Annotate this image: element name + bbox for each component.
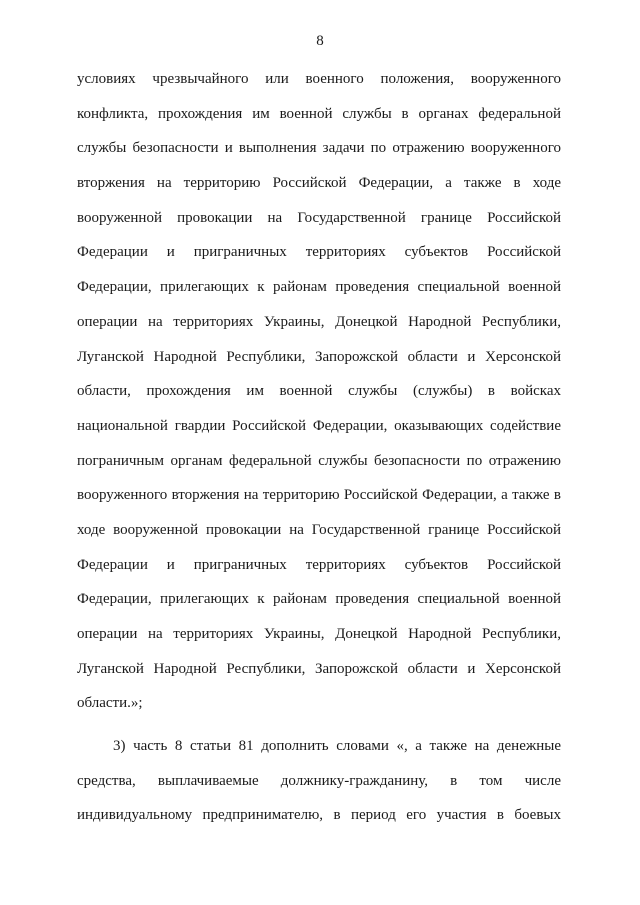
- text-line: Федерации, прилегающих к районам проведения специальной военной: [77, 279, 561, 296]
- text-line: Федерации и приграничных территориях субъектов Российской: [77, 556, 561, 573]
- text-line: области, прохождения им военной службы (службы) в войсках: [77, 383, 561, 400]
- text-line: пограничным органам федеральной службы безопасности по отражению: [77, 452, 561, 469]
- text-line: Луганской Народной Республики, Запорожской области и Херсонской: [77, 660, 561, 677]
- document-body: [77, 62, 561, 833]
- text-line: области.»;: [77, 695, 143, 712]
- paragraph-1: [77, 62, 561, 721]
- text-line: национальной гвардии Российской Федерации, оказывающих содействие: [77, 417, 561, 434]
- text-line: Луганской Народной Республики, Запорожской области и Херсонской: [77, 348, 561, 365]
- paragraph-gap: [77, 721, 561, 729]
- text-line: Федерации, прилегающих к районам проведения специальной военной: [77, 591, 561, 608]
- text-line: индивидуальному предпринимателю, в период его участия в боевых: [77, 807, 561, 824]
- text-line: вторжения на территорию Российской Федерации, а также в ходе: [77, 175, 561, 192]
- text-line: средства, выплачиваемые должнику-гражданину, в том числе: [77, 772, 561, 789]
- text-line: 3) часть 8 статьи 81 дополнить словами «, а также на денежные: [113, 738, 561, 755]
- page-number: 8: [316, 33, 324, 49]
- text-line: конфликта, прохождения им военной службы в органах федеральной: [77, 105, 561, 122]
- text-line: операции на территориях Украины, Донецкой Народной Республики,: [77, 626, 561, 642]
- text-line: операции на территориях Украины, Донецкой Народной Республики,: [77, 313, 561, 330]
- text-line: вооруженного вторжения на территорию Российской Федерации, а также в: [77, 487, 561, 504]
- text-line: условиях чрезвычайного или военного положения, вооруженного: [77, 71, 561, 87]
- text-line: Федерации и приграничных территориях субъектов Российской: [77, 244, 561, 261]
- text-line: службы безопасности и выполнения задачи по отражению вооруженного: [77, 140, 561, 157]
- paragraph-2: [77, 729, 561, 833]
- text-line: вооруженной провокации на Государственной границе Российской: [77, 209, 561, 226]
- text-line: ходе вооруженной провокации на Государственной границе Российской: [77, 521, 561, 538]
